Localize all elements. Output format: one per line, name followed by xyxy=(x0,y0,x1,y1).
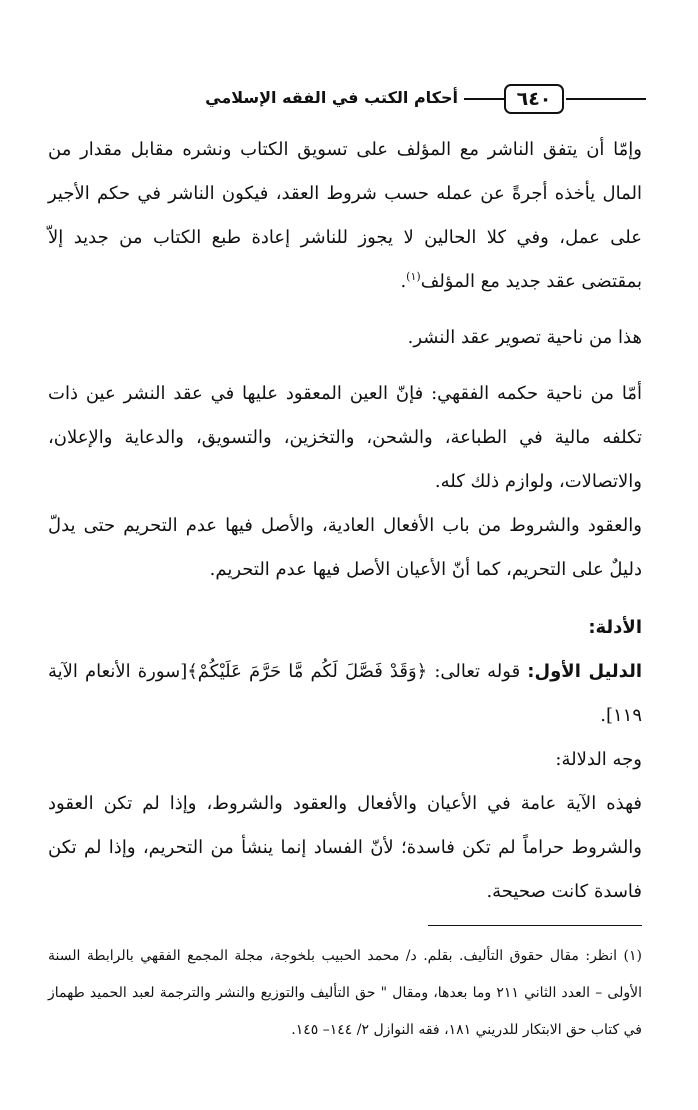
page-header xyxy=(36,78,646,118)
paragraph-contract-depiction: هذا من ناحية تصوير عقد النشر. xyxy=(407,327,642,348)
footnote-reference: (١) xyxy=(406,270,421,283)
page-number: ٦٤٠ xyxy=(504,84,564,114)
running-title: أحكام الكتب في الفقه الإسلامي xyxy=(205,88,458,107)
evidence-heading: الأدلة: xyxy=(588,617,642,638)
first-evidence-intro: قوله تعالى: xyxy=(427,661,528,682)
paragraph-publisher-agreement xyxy=(48,128,642,304)
paragraph-first-evidence xyxy=(48,650,642,738)
header-rule-middle xyxy=(464,98,504,100)
quran-verse: ﴿وَقَدْ فَصَّلَ لَكُم مَّا حَرَّمَ عَلَيْكُمْ﴾ xyxy=(187,661,428,682)
header-rule-right xyxy=(566,98,646,100)
reasoning-heading: وجه الدلالة: xyxy=(555,749,642,770)
paragraph-publisher-agreement-text: وإمّا أن يتفق الناشر مع المؤلف على تسويق الكتاب ونشره مقابل مقدار من المال يأخذه أجرةً عن عمله حسب شروط العقد، فيكون الناشر في حكم الأجير على عمل، وفي كلا الحالين لا يجوز للناشر إعادة طبع الكتاب من جديد إلاّ بمقتضى عقد جديد مع المؤلف xyxy=(48,139,642,292)
paragraph-jurisprudential-ruling: أمّا من ناحية حكمه الفقهي: فإنّ العين المعقود عليها في عقد النشر عين ذات تكلفه مالية في الطباعة، والشحن، والتخزين، والتسويق، والدعاية والإعلان، والاتصالات، ولوازم ذلك كله. xyxy=(48,383,642,492)
footnote-1: (١) انظر: مقال حقوق التأليف. بقلم. د/ محمد الحبيب بلخوجة، مجلة المجمع الفقهي بالرابطة السنة الأولى – العدد الثاني ٢١١ وما بعدها، ومقال " حق التأليف والتوزيع والنشر والترجمة لعبد الحميد طهماز في كتاب حق الابتكار للدريني ١٨١، فقه النوازل ٢/ ١٤٤– ١٤٥. xyxy=(48,948,642,1038)
main-text xyxy=(48,128,642,914)
footnotes xyxy=(48,938,642,1049)
paragraph-reasoning: فهذه الآية عامة في الأعيان والأفعال والعقود والشروط، وإذا لم تكن العقود والشروط حراماً لم تكن فاسدة؛ لأنّ الفساد إنما ينشأ من التحريم، وإذا لم تكن فاسدة كانت صحيحة. xyxy=(48,793,642,902)
verse-source: [سورة الأنعام الآية ١١٩]. xyxy=(48,661,642,726)
first-evidence-label: الدليل الأول: xyxy=(527,661,643,682)
footnote-separator xyxy=(428,925,642,926)
paragraph-end-mark: . xyxy=(400,271,407,292)
paragraph-contracts-conditions: والعقود والشروط من باب الأفعال العادية، والأصل فيها عدم التحريم حتى يدلّ دليلٌ على التحريم، كما أنّ الأعيان الأصل فيها عدم التحريم. xyxy=(48,515,642,580)
